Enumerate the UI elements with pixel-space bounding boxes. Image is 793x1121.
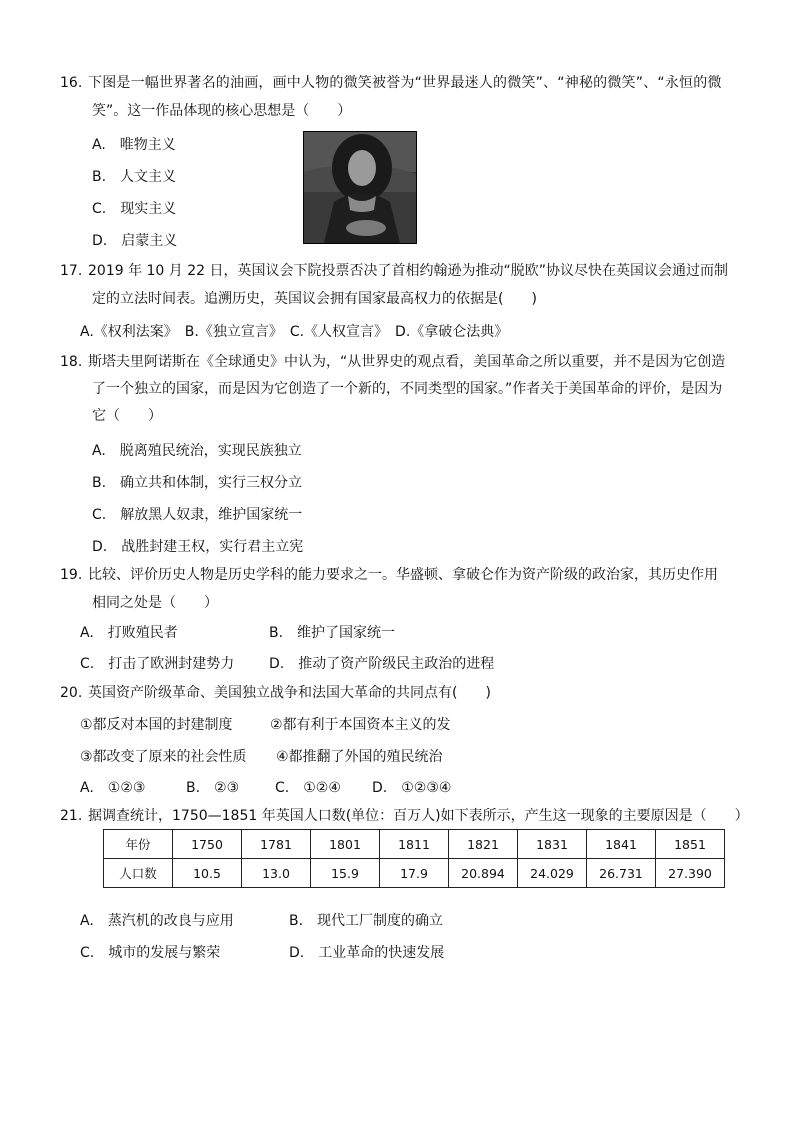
q20-number: 20. <box>60 685 83 701</box>
q19-number: 19. <box>60 567 83 583</box>
table-cell: 17.9 <box>380 859 449 888</box>
q20-item-1: ①都反对本国的封建制度 <box>80 717 233 733</box>
q17-stem-line2: 定的立法时间表。追溯历史，英国议会拥有国家最高权力的依据是( ) <box>92 291 537 307</box>
q21-option-b[interactable]: B. 现代工厂制度的确立 <box>289 913 444 929</box>
q17-number: 17. <box>60 263 83 279</box>
table-cell: 1811 <box>380 830 449 859</box>
q20-option-c[interactable]: C. ①②④ <box>275 780 341 796</box>
table-header-year: 年份 <box>104 830 173 859</box>
table-cell: 1841 <box>587 830 656 859</box>
q16-stem-line2: 笑”。这一作品体现的核心思想是（ ） <box>92 103 352 119</box>
q16-option-c[interactable]: C. 现实主义 <box>92 201 177 217</box>
q18-stem-line3: 它（ ） <box>92 408 162 424</box>
table-header-population: 人口数 <box>104 859 173 888</box>
q18-stem-line2: 了一个独立的国家，而是因为它创造了一个新的，不同类型的国家。”作者关于美国革命的评价，是因为 <box>92 381 723 397</box>
q18-option-d[interactable]: D. 战胜封建王权，实行君主立宪 <box>92 539 304 555</box>
q19-option-c[interactable]: C. 打击了欧洲封建势力 <box>80 656 235 672</box>
table-cell: 20.894 <box>449 859 518 888</box>
q21-stem-line1: 据调查统计，1750—1851 年英国人口数(单位：百万人)如下表所示，产生这一现象的主要原因是（ ） <box>88 808 749 824</box>
q20-item-2: ②都有利于本国资本主义的发 <box>270 717 451 733</box>
q16-number: 16. <box>60 75 83 91</box>
table-cell: 1831 <box>518 830 587 859</box>
table-cell: 26.731 <box>587 859 656 888</box>
q20-option-d[interactable]: D. ①②③④ <box>372 780 452 796</box>
q21-option-d[interactable]: D. 工业革命的快速发展 <box>289 945 445 961</box>
q16-option-d[interactable]: D. 启蒙主义 <box>92 233 178 249</box>
q16-stem-line1: 下图是一幅世界著名的油画，画中人物的微笑被誉为“世界最迷人的微笑”、“神秘的微笑”、“永恒的微 <box>88 75 722 91</box>
table-row-population <box>104 859 725 888</box>
q18-option-b[interactable]: B. 确立共和体制，实行三权分立 <box>92 475 303 491</box>
q20-option-b[interactable]: B. ②③ <box>186 780 240 796</box>
table-cell: 1821 <box>449 830 518 859</box>
q20-option-a[interactable]: A. ①②③ <box>80 780 146 796</box>
q18-stem-line1: 斯塔夫里阿诺斯在《全球通史》中认为，“从世界史的观点看，美国革命之所以重要，并不是因为它创造 <box>88 354 726 370</box>
table-cell: 1781 <box>242 830 311 859</box>
q18-option-a[interactable]: A. 脱离殖民统治，实现民族独立 <box>92 443 302 459</box>
q17-stem-line1: 2019 年 10 月 22 日，英国议会下院投票否决了首相约翰逊为推动“脱欧”协议尽快在英国议会通过而制 <box>88 263 729 279</box>
q19-stem-line2: 相同之处是（ ） <box>92 595 218 611</box>
table-cell: 1801 <box>311 830 380 859</box>
q20-item-4: ④都推翻了外国的殖民统治 <box>276 749 443 765</box>
q16-option-a[interactable]: A. 唯物主义 <box>92 137 176 153</box>
q18-number: 18. <box>60 354 83 370</box>
q21-option-c[interactable]: C. 城市的发展与繁荣 <box>80 945 221 961</box>
table-cell: 13.0 <box>242 859 311 888</box>
table-cell: 24.029 <box>518 859 587 888</box>
q20-stem-line1: 英国资产阶级革命、美国独立战争和法国大革命的共同点有( ) <box>88 685 491 701</box>
q20-item-3: ③都改变了原来的社会性质 <box>80 749 247 765</box>
q19-option-b[interactable]: B. 维护了国家统一 <box>269 625 396 641</box>
q16-option-b[interactable]: B. 人文主义 <box>92 169 177 185</box>
q18-option-c[interactable]: C. 解放黑人奴隶，维护国家统一 <box>92 507 303 523</box>
q19-option-a[interactable]: A. 打败殖民者 <box>80 625 178 641</box>
table-cell: 27.390 <box>656 859 725 888</box>
table-row-years <box>104 830 725 859</box>
q19-stem-line1: 比较、评价历史人物是历史学科的能力要求之一。华盛顿、拿破仑作为资产阶级的政治家，其历史作用 <box>88 567 718 583</box>
table-cell: 1851 <box>656 830 725 859</box>
q21-option-a[interactable]: A. 蒸汽机的改良与应用 <box>80 913 234 929</box>
q21-number: 21. <box>60 808 83 824</box>
q17-options-line[interactable]: A.《权利法案》 B.《独立宣言》 C.《人权宣言》 D.《拿破仑法典》 <box>80 324 509 340</box>
q19-option-d[interactable]: D. 推动了资产阶级民主政治的进程 <box>269 656 495 672</box>
table-cell: 1750 <box>173 830 242 859</box>
mona-lisa-painting-image <box>303 131 417 244</box>
table-cell: 15.9 <box>311 859 380 888</box>
population-table <box>103 829 725 888</box>
table-cell: 10.5 <box>173 859 242 888</box>
